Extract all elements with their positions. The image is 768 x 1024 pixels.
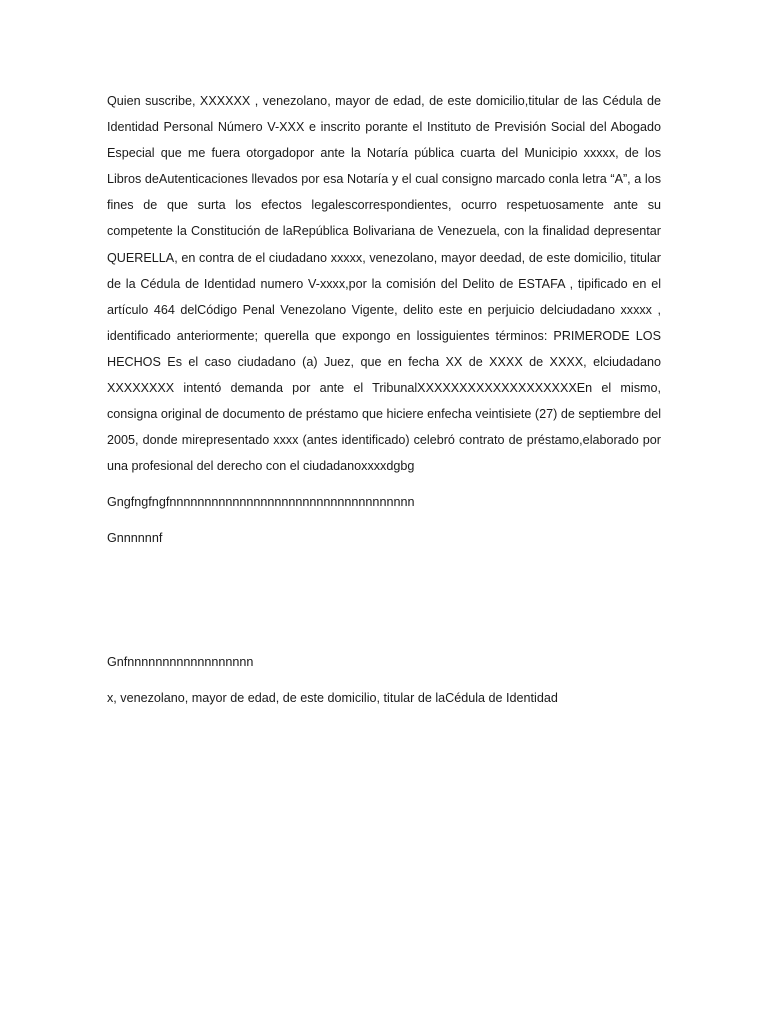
text-line-3: Gnfnnnnnnnnnnnnnnnnnn [107,655,254,670]
text-line-4: x, venezolano, mayor de edad, de este domicilio, titular de laCédula de Identidad [107,691,558,706]
main-paragraph: Quien suscribe, XXXXXX , venezolano, mayor de edad, de este domicilio,titular de las Cédula de Identidad Personal Número V-XXX e inscrito porante el Instituto de Previsión Social del Abogado Especial que me fuera otorgadopor ante la Notaría pública cuarta del Municipio xxxxx, de los Libros deAutenticaciones llevados por esa Notaría y el cual consigno marcado conla letra “A”, a los fines de que surta los efectos legalescorrespondientes, ocurro respetuosamente ante su competente la Constitución de laRepública Bolivariana de Venezuela, con la finalidad depresentar QUERELLA, en contra de el ciudadano xxxxx, venezolano, mayor deedad, de este domicilio, titular de la Cédula de Identidad numero V-xxxx,por la comisión del Delito de ESTAFA , tipificado en el artículo 464 delCódigo Penal Venezolano Vigente, delito este en perjuicio delciudadano xxxxx , identificado anteriormente; querella que expongo en lossiguientes términos: PRIMERODE LOS HECHOS Es el caso ciudadano (a) Juez, que en fecha XX de XXXX de XXXX, elciudadano XXXXXXXX intentó demanda por ante el TribunalXXXXXXXXXXXXXXXXXXXEn el mismo, consigna original de documento de préstamo que hiciere enfecha veintisiete (27) de septiembre del 2005, donde mirepresentado xxxx (antes identificado) celebró contrato de préstamo,elaborado por una profesional del derecho con el ciudadanoxxxxdgbg [107,94,661,474]
text-line-1: Gngfngfngfnnnnnnnnnnnnnnnnnnnnnnnnnnnnnnnnnnn [107,495,415,510]
text-line-2: Gnnnnnnf [107,531,163,546]
